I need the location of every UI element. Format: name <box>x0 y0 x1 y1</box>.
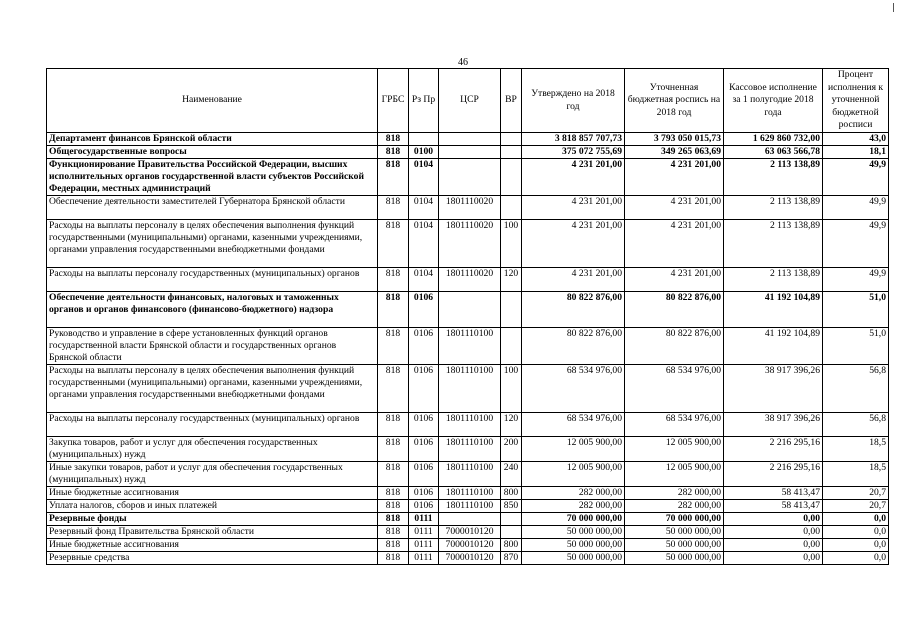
cell-vr: 800 <box>501 487 522 500</box>
cell-approved: 50 000 000,00 <box>522 552 625 565</box>
cell-name: Резервные средства <box>47 552 378 565</box>
cell-rzpr: 0106 <box>409 365 439 413</box>
header-refined: Уточненная бюджетная роспись на 2018 год <box>625 69 724 133</box>
cell-csr: 1801110100 <box>439 365 501 413</box>
cell-name: Руководство и управление в сфере установленных функций органов государственной власти Брянской области и государственных органов Брянской области <box>47 328 378 365</box>
cell-vr: 240 <box>501 462 522 487</box>
cell-cash: 2 216 295,16 <box>724 462 823 487</box>
cell-cash: 2 113 138,89 <box>724 268 823 292</box>
table-row <box>47 196 889 220</box>
table-body <box>47 133 889 565</box>
cell-approved: 4 231 201,00 <box>522 220 625 268</box>
cell-cash: 0,00 <box>724 526 823 539</box>
cell-rzpr: 0104 <box>409 268 439 292</box>
cell-percent: 43,0 <box>823 133 889 146</box>
cell-cash: 2 216 295,16 <box>724 437 823 462</box>
cell-refined: 282 000,00 <box>625 500 724 513</box>
cell-approved: 50 000 000,00 <box>522 526 625 539</box>
cell-vr: 200 <box>501 437 522 462</box>
cell-refined: 3 793 050 015,73 <box>625 133 724 146</box>
cell-rzpr: 0111 <box>409 526 439 539</box>
cell-refined: 4 231 201,00 <box>625 220 724 268</box>
cell-grbs: 818 <box>378 539 409 552</box>
cell-cash: 0,00 <box>724 539 823 552</box>
cell-rzpr: 0106 <box>409 328 439 365</box>
cell-csr <box>439 146 501 159</box>
cell-name: Закупка товаров, работ и услуг для обеспечения государственных (муниципальных) нужд <box>47 437 378 462</box>
cell-vr: 850 <box>501 500 522 513</box>
cell-rzpr: 0106 <box>409 292 439 328</box>
cell-percent: 49,9 <box>823 196 889 220</box>
cell-approved: 4 231 201,00 <box>522 159 625 196</box>
table-row <box>47 462 889 487</box>
cell-csr: 1801110100 <box>439 437 501 462</box>
header-approved: Утверждено на 2018 год <box>522 69 625 133</box>
cell-csr: 7000010120 <box>439 526 501 539</box>
cell-refined: 50 000 000,00 <box>625 526 724 539</box>
cell-percent: 0,0 <box>823 513 889 526</box>
cell-name: Иные закупки товаров, работ и услуг для обеспечения государственных (муниципальных) нужд <box>47 462 378 487</box>
header-grbs: ГРБС <box>378 69 409 133</box>
cell-vr: 870 <box>501 552 522 565</box>
cell-grbs: 818 <box>378 328 409 365</box>
table-row <box>47 539 889 552</box>
cell-vr: 100 <box>501 365 522 413</box>
cell-percent: 18,1 <box>823 146 889 159</box>
cell-refined: 4 231 201,00 <box>625 268 724 292</box>
cell-percent: 51,0 <box>823 292 889 328</box>
cell-csr: 1801110100 <box>439 413 501 437</box>
cell-approved: 375 072 755,69 <box>522 146 625 159</box>
cell-percent: 18,5 <box>823 437 889 462</box>
table-row <box>47 413 889 437</box>
cell-percent: 56,8 <box>823 365 889 413</box>
table-row <box>47 133 889 146</box>
cell-cash: 0,00 <box>724 513 823 526</box>
cell-rzpr <box>409 133 439 146</box>
cell-percent: 51,0 <box>823 328 889 365</box>
cell-refined: 68 534 976,00 <box>625 365 724 413</box>
cell-approved: 3 818 857 707,73 <box>522 133 625 146</box>
cell-rzpr: 0104 <box>409 196 439 220</box>
header-name: Наименование <box>47 69 378 133</box>
cell-cash: 0,00 <box>724 552 823 565</box>
cell-vr <box>501 526 522 539</box>
cell-name: Уплата налогов, сборов и иных платежей <box>47 500 378 513</box>
cell-refined: 70 000 000,00 <box>625 513 724 526</box>
cell-percent: 20,7 <box>823 500 889 513</box>
cell-percent: 0,0 <box>823 552 889 565</box>
cell-rzpr: 0100 <box>409 146 439 159</box>
cell-vr <box>501 133 522 146</box>
cell-cash: 38 917 396,26 <box>724 365 823 413</box>
cell-grbs: 818 <box>378 552 409 565</box>
cell-refined: 12 005 900,00 <box>625 437 724 462</box>
cell-csr <box>439 513 501 526</box>
edge-mark <box>893 3 894 12</box>
cell-percent: 49,9 <box>823 268 889 292</box>
cell-grbs: 818 <box>378 462 409 487</box>
cell-approved: 4 231 201,00 <box>522 268 625 292</box>
cell-grbs: 818 <box>378 292 409 328</box>
cell-percent: 20,7 <box>823 487 889 500</box>
cell-refined: 50 000 000,00 <box>625 552 724 565</box>
table-row <box>47 552 889 565</box>
cell-name: Департамент финансов Брянской области <box>47 133 378 146</box>
table-row <box>47 328 889 365</box>
cell-csr: 1801110100 <box>439 500 501 513</box>
cell-grbs: 818 <box>378 133 409 146</box>
cell-grbs: 818 <box>378 500 409 513</box>
cell-grbs: 818 <box>378 365 409 413</box>
cell-refined: 282 000,00 <box>625 487 724 500</box>
cell-refined: 349 265 063,69 <box>625 146 724 159</box>
cell-name: Обеспечение деятельности заместителей Губернатора Брянской области <box>47 196 378 220</box>
budget-table <box>46 68 889 565</box>
table-row <box>47 365 889 413</box>
cell-cash: 1 629 860 732,00 <box>724 133 823 146</box>
cell-name: Расходы на выплаты персоналу в целях обеспечения выполнения функций государственными (муниципальными) органами, казенными учреждениями, органами управления государственными внебюджетными фондами <box>47 365 378 413</box>
cell-name: Функционирование Правительства Российской Федерации, высших исполнительных органов государственной власти субъектов Российской Федерации, местных администраций <box>47 159 378 196</box>
table-header <box>47 69 889 133</box>
table-row <box>47 437 889 462</box>
cell-grbs: 818 <box>378 196 409 220</box>
cell-vr: 800 <box>501 539 522 552</box>
header-rzpr: Рз Пр <box>409 69 439 133</box>
cell-csr: 7000010120 <box>439 539 501 552</box>
cell-vr <box>501 513 522 526</box>
cell-cash: 2 113 138,89 <box>724 196 823 220</box>
cell-approved: 282 000,00 <box>522 487 625 500</box>
cell-approved: 80 822 876,00 <box>522 292 625 328</box>
cell-cash: 58 413,47 <box>724 487 823 500</box>
cell-rzpr: 0111 <box>409 552 439 565</box>
cell-rzpr: 0111 <box>409 513 439 526</box>
cell-rzpr: 0111 <box>409 539 439 552</box>
cell-csr: 7000010120 <box>439 552 501 565</box>
cell-name: Резервный фонд Правительства Брянской области <box>47 526 378 539</box>
cell-percent: 18,5 <box>823 462 889 487</box>
cell-rzpr: 0104 <box>409 220 439 268</box>
cell-cash: 2 113 138,89 <box>724 159 823 196</box>
cell-csr <box>439 292 501 328</box>
cell-csr: 1801110100 <box>439 487 501 500</box>
cell-name: Расходы на выплаты персоналу государственных (муниципальных) органов <box>47 413 378 437</box>
cell-grbs: 818 <box>378 526 409 539</box>
cell-cash: 58 413,47 <box>724 500 823 513</box>
cell-rzpr: 0106 <box>409 500 439 513</box>
cell-vr: 100 <box>501 220 522 268</box>
table-row <box>47 159 889 196</box>
cell-vr <box>501 196 522 220</box>
cell-grbs: 818 <box>378 220 409 268</box>
cell-vr <box>501 159 522 196</box>
cell-grbs: 818 <box>378 413 409 437</box>
cell-vr <box>501 146 522 159</box>
cell-percent: 49,9 <box>823 220 889 268</box>
cell-csr: 1801110020 <box>439 220 501 268</box>
cell-grbs: 818 <box>378 513 409 526</box>
cell-percent: 49,9 <box>823 159 889 196</box>
cell-cash: 41 192 104,89 <box>724 328 823 365</box>
cell-percent: 0,0 <box>823 539 889 552</box>
cell-name: Обеспечение деятельности финансовых, налоговых и таможенных органов и органов финансового (финансово-бюджетного) надзора <box>47 292 378 328</box>
cell-approved: 70 000 000,00 <box>522 513 625 526</box>
cell-csr: 1801110100 <box>439 462 501 487</box>
cell-approved: 282 000,00 <box>522 500 625 513</box>
table-row <box>47 292 889 328</box>
cell-vr <box>501 328 522 365</box>
cell-rzpr: 0106 <box>409 462 439 487</box>
cell-rzpr: 0106 <box>409 413 439 437</box>
cell-percent: 56,8 <box>823 413 889 437</box>
cell-grbs: 818 <box>378 268 409 292</box>
cell-csr <box>439 159 501 196</box>
page-number: 46 <box>458 57 468 68</box>
cell-approved: 50 000 000,00 <box>522 539 625 552</box>
cell-refined: 80 822 876,00 <box>625 292 724 328</box>
cell-name: Общегосударственные вопросы <box>47 146 378 159</box>
cell-csr: 1801110020 <box>439 196 501 220</box>
cell-csr: 1801110100 <box>439 328 501 365</box>
cell-grbs: 818 <box>378 159 409 196</box>
table-row <box>47 220 889 268</box>
cell-refined: 50 000 000,00 <box>625 539 724 552</box>
table-row <box>47 268 889 292</box>
table-row <box>47 146 889 159</box>
cell-csr <box>439 133 501 146</box>
cell-rzpr: 0106 <box>409 437 439 462</box>
cell-cash: 38 917 396,26 <box>724 413 823 437</box>
table-row <box>47 500 889 513</box>
header-cash: Кассовое исполнение за 1 полугодие 2018 года <box>724 69 823 133</box>
cell-cash: 41 192 104,89 <box>724 292 823 328</box>
cell-refined: 4 231 201,00 <box>625 196 724 220</box>
cell-vr: 120 <box>501 268 522 292</box>
cell-approved: 68 534 976,00 <box>522 413 625 437</box>
header-percent: Процент исполнения к уточненной бюджетной росписи <box>823 69 889 133</box>
cell-name: Резервные фонды <box>47 513 378 526</box>
cell-approved: 80 822 876,00 <box>522 328 625 365</box>
cell-grbs: 818 <box>378 146 409 159</box>
cell-approved: 68 534 976,00 <box>522 365 625 413</box>
cell-name: Иные бюджетные ассигнования <box>47 539 378 552</box>
cell-vr: 120 <box>501 413 522 437</box>
header-csr: ЦСР <box>439 69 501 133</box>
cell-name: Расходы на выплаты персоналу государственных (муниципальных) органов <box>47 268 378 292</box>
header-vr: ВР <box>501 69 522 133</box>
cell-rzpr: 0106 <box>409 487 439 500</box>
cell-grbs: 818 <box>378 437 409 462</box>
cell-refined: 12 005 900,00 <box>625 462 724 487</box>
cell-cash: 63 063 566,78 <box>724 146 823 159</box>
cell-approved: 4 231 201,00 <box>522 196 625 220</box>
cell-refined: 68 534 976,00 <box>625 413 724 437</box>
cell-rzpr: 0104 <box>409 159 439 196</box>
cell-csr: 1801110020 <box>439 268 501 292</box>
cell-grbs: 818 <box>378 487 409 500</box>
cell-cash: 2 113 138,89 <box>724 220 823 268</box>
cell-approved: 12 005 900,00 <box>522 437 625 462</box>
cell-refined: 4 231 201,00 <box>625 159 724 196</box>
table-row <box>47 513 889 526</box>
cell-name: Иные бюджетные ассигнования <box>47 487 378 500</box>
cell-refined: 80 822 876,00 <box>625 328 724 365</box>
cell-percent: 0,0 <box>823 526 889 539</box>
cell-name: Расходы на выплаты персоналу в целях обеспечения выполнения функций государственными (муниципальными) органами, казенными учреждениями, органами управления государственными внебюджетными фондами <box>47 220 378 268</box>
cell-vr <box>501 292 522 328</box>
cell-approved: 12 005 900,00 <box>522 462 625 487</box>
table-row <box>47 487 889 500</box>
table-row <box>47 526 889 539</box>
